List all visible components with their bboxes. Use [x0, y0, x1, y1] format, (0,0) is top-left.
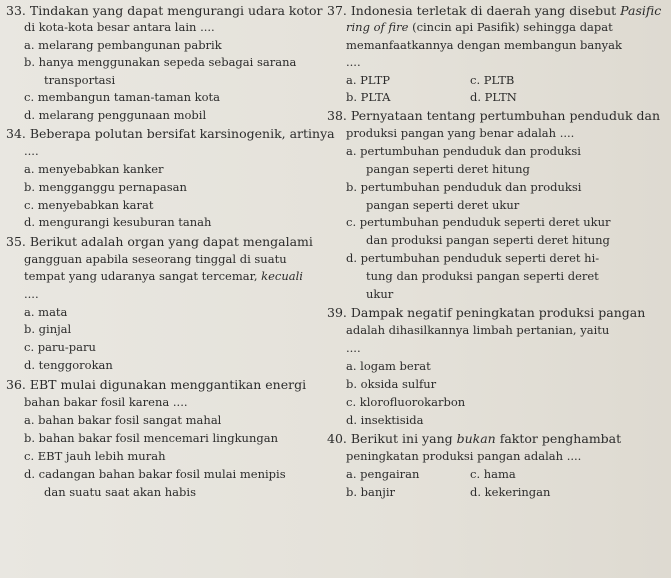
- option-b: b. ginjal: [24, 322, 72, 336]
- option-c-line1: c. pertumbuhan penduduk seperti deret ukur: [346, 215, 611, 229]
- option-c: c. PLTB: [470, 73, 515, 87]
- option-d-line3: ukur: [366, 287, 394, 301]
- question-38-stem-line1: 38. Pernyataan tentang pertumbuhan penduduk dan: [327, 108, 661, 123]
- question-39-stem-line3: ....: [346, 341, 361, 355]
- option-b: b. mengganggu pernapasan: [24, 180, 187, 194]
- option-c: c. menyebabkan karat: [24, 198, 154, 212]
- question-34-stem-line1: 34. Beberapa polutan bersifat karsinogenik, artinya: [6, 126, 335, 141]
- option-b-line1: b. pertumbuhan penduduk dan produksi: [346, 180, 582, 194]
- question-37-stem-line3: memanfaatkannya dengan membangun banyak: [346, 38, 622, 52]
- option-b: b. bahan bakar fosil mencemari lingkungan: [24, 431, 278, 445]
- question-35-stem-line4: ....: [24, 287, 39, 301]
- question-33-stem-line1: 33. Tindakan yang dapat mengurangi udara kotor: [6, 3, 323, 18]
- option-b: b. banjir: [346, 485, 396, 499]
- question-39-stem-line2: adalah dihasilkannya limbah pertanian, yaitu: [346, 323, 610, 337]
- option-d: d. insektisida: [346, 413, 424, 427]
- option-d-line2: dan suatu saat akan habis: [44, 485, 196, 499]
- option-b-line2: pangan seperti deret ukur: [366, 198, 520, 212]
- question-33-stem-line2: di kota-kota besar antara lain ....: [24, 20, 215, 34]
- question-35-stem-line2: gangguan apabila seseorang tinggal di suatu: [24, 252, 287, 266]
- option-d: d. melarang penggunaan mobil: [24, 108, 207, 122]
- question-37-stem-line1: 37. Indonesia terletak di daerah yang disebut Pasific: [327, 3, 662, 18]
- option-d: d. PLTN: [470, 90, 517, 104]
- option-a-line2: pangan seperti deret hitung: [366, 162, 530, 176]
- option-a: a. bahan bakar fosil sangat mahal: [24, 413, 222, 427]
- option-c: c. membangun taman-taman kota: [24, 90, 221, 104]
- option-d: d. kekeringan: [470, 485, 551, 499]
- question-37-stem-line4: ....: [346, 55, 361, 69]
- question-36-stem-line2: bahan bakar fosil karena ....: [24, 395, 188, 409]
- question-34-stem-line2: ....: [24, 144, 39, 158]
- option-c: c. hama: [470, 467, 516, 481]
- option-b-line1: b. hanya menggunakan sepeda sebagai sarana: [24, 55, 297, 69]
- question-35-stem-line3: tempat yang udaranya sangat tercemar, kecuali: [24, 269, 303, 283]
- question-40-stem-line1: 40. Berikut ini yang bukan faktor penghambat: [327, 431, 622, 446]
- option-c: c. EBT jauh lebih murah: [24, 449, 166, 463]
- option-a: a. logam berat: [346, 359, 431, 373]
- option-c: c. paru-paru: [24, 340, 96, 354]
- option-a: a. mata: [24, 305, 68, 319]
- option-b-line2: transportasi: [44, 73, 116, 87]
- question-37-stem-line2: ring of fire (cincin api Pasifik) sehingga dapat: [346, 20, 613, 34]
- option-a: a. menyebabkan kanker: [24, 162, 164, 176]
- question-39-stem-line1: 39. Dampak negatif peningkatan produksi pangan: [327, 305, 646, 320]
- option-d: d. mengurangi kesuburan tanah: [24, 215, 212, 229]
- option-a: a. pengairan: [346, 467, 420, 481]
- option-c: c. klorofluorokarbon: [346, 395, 466, 409]
- option-d-line1: d. pertumbuhan penduduk seperti deret hi-: [346, 251, 600, 265]
- option-c-line2: dan produksi pangan seperti deret hitung: [366, 233, 610, 247]
- option-a-line1: a. pertumbuhan penduduk dan produksi: [346, 144, 581, 158]
- question-36-stem-line1: 36. EBT mulai digunakan menggantikan energi: [6, 377, 307, 392]
- option-b: b. PLTA: [346, 90, 391, 104]
- option-d: d. tenggorokan: [24, 358, 113, 372]
- option-d-line1: d. cadangan bahan bakar fosil mulai menipis: [24, 467, 286, 481]
- option-b: b. oksida sulfur: [346, 377, 437, 391]
- option-a: a. melarang pembangunan pabrik: [24, 38, 222, 52]
- question-40-stem-line2: peningkatan produksi pangan adalah ....: [346, 449, 582, 463]
- question-35-stem-line1: 35. Berikut adalah organ yang dapat mengalami: [6, 234, 313, 249]
- question-38-stem-line2: produksi pangan yang benar adalah ....: [346, 126, 575, 140]
- option-d-line2: tung dan produksi pangan seperti deret: [366, 269, 599, 283]
- option-a: a. PLTP: [346, 73, 391, 87]
